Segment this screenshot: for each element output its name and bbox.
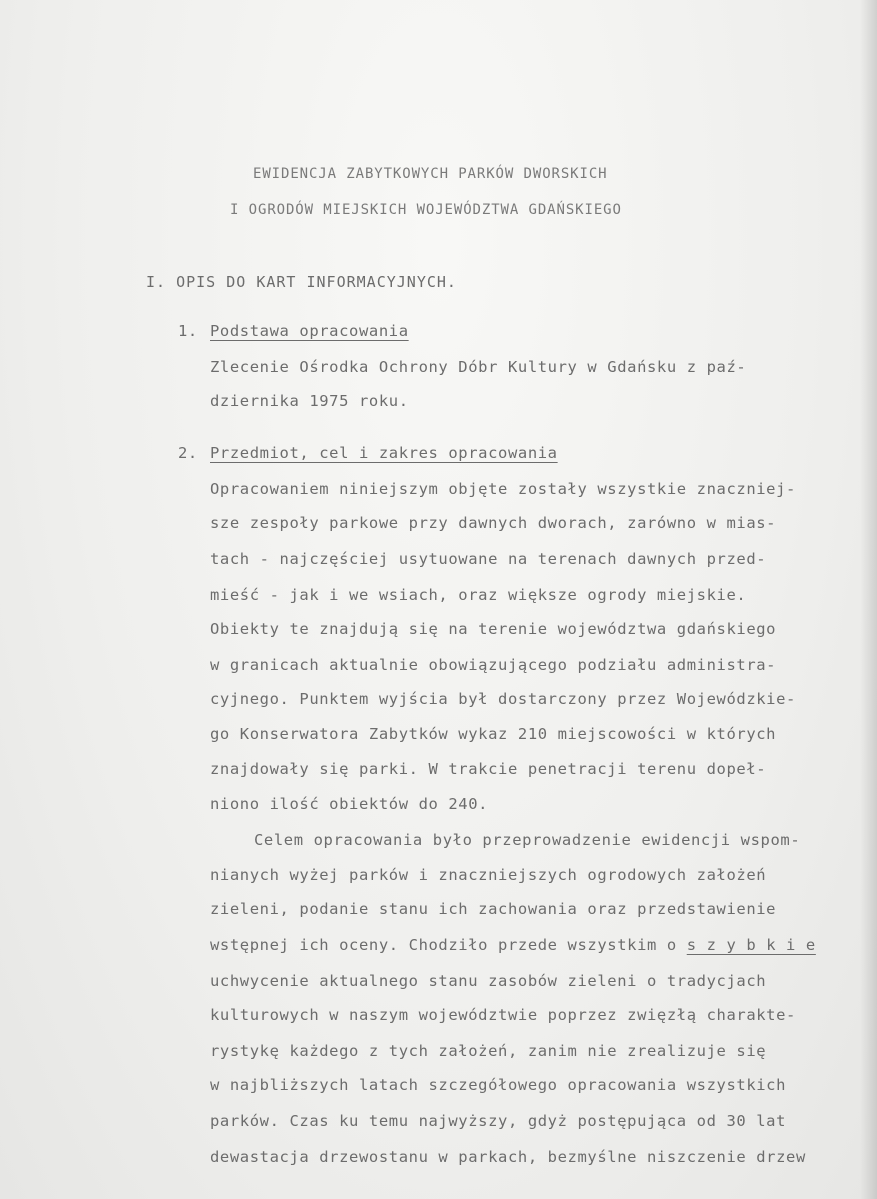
- sub2-number: 2.: [178, 444, 198, 462]
- para2-line-5: uchwycenie aktualnego stanu zasobów zieleni o tradycjach: [210, 972, 767, 990]
- para1-line-9: znajdowały się parki. W trakcie penetracji terenu dopeł-: [210, 760, 767, 778]
- para2-line-10: dewastacja drzewostanu w parkach, bezmyślne niszczenie drzew: [210, 1148, 806, 1166]
- sub1-number: 1.: [178, 322, 198, 340]
- para2-line-4-text: wstępnej ich oceny. Chodziło przede wszystkim o: [210, 936, 687, 954]
- title-line-1: EWIDENCJA ZABYTKOWYCH PARKÓW DWORSKICH: [253, 166, 608, 182]
- para1-line-5: Obiekty te znajdują się na terenie województwa gdańskiego: [210, 620, 777, 638]
- sub1-heading: Podstawa opracowania: [210, 322, 409, 340]
- sub1-line-2: dziernika 1975 roku.: [210, 392, 409, 410]
- para1-line-10: niono ilość obiektów do 240.: [210, 795, 489, 813]
- para2-line-4: [210, 936, 816, 954]
- para2-line-6: kulturowych w naszym województwie poprzez zwięzłą charakte-: [210, 1006, 796, 1024]
- para1-line-4: mieść - jak i we wsiach, oraz większe ogrody miejskie.: [210, 586, 747, 604]
- sub1-line-1: Zlecenie Ośrodka Ochrony Dóbr Kultury w Gdańsku z paź-: [210, 358, 747, 376]
- para1-line-1: Opracowaniem niniejszym objęte zostały wszystkie znaczniej-: [210, 480, 796, 498]
- para2-line-2: nianych wyżej parków i znaczniejszych ogrodowych założeń: [210, 866, 767, 884]
- title-line-2: I OGRODÓW MIEJSKICH WOJEWÓDZTWA GDAŃSKIEGO: [230, 202, 622, 218]
- para2-line-3: zieleni, podanie stanu ich zachowania oraz przedstawienie: [210, 900, 777, 918]
- para1-line-7: cyjnego. Punktem wyjścia był dostarczony przez Wojewódzkie-: [210, 690, 796, 708]
- para2-line-1: Celem opracowania było przeprowadzenie ewidencji wspom-: [254, 831, 801, 849]
- section-heading: I. OPIS DO KART INFORMACYJNYCH.: [146, 273, 457, 291]
- para1-line-2: sze zespoły parkowe przy dawnych dworach, zarówno w mias-: [210, 514, 777, 532]
- para2-line-8: w najbliższych latach szczegółowego opracowania wszystkich: [210, 1076, 787, 1094]
- page-edge-shadow: [860, 0, 877, 1199]
- emphasis-word: s z y b k i e: [686, 936, 816, 954]
- para2-line-9: parków. Czas ku temu najwyższy, gdyż postępująca od 30 lat: [210, 1112, 787, 1130]
- para2-line-7: rystykę każdego z tych założeń, zanim nie zrealizuje się: [210, 1042, 767, 1060]
- para1-line-3: tach - najczęściej usytuowane na terenach dawnych przed-: [210, 550, 767, 568]
- para1-line-6: w granicach aktualnie obowiązującego podziału administra-: [210, 656, 777, 674]
- para1-line-8: go Konserwatora Zabytków wykaz 210 miejscowości w których: [210, 725, 777, 743]
- sub2-heading: Przedmiot, cel i zakres opracowania: [210, 444, 558, 462]
